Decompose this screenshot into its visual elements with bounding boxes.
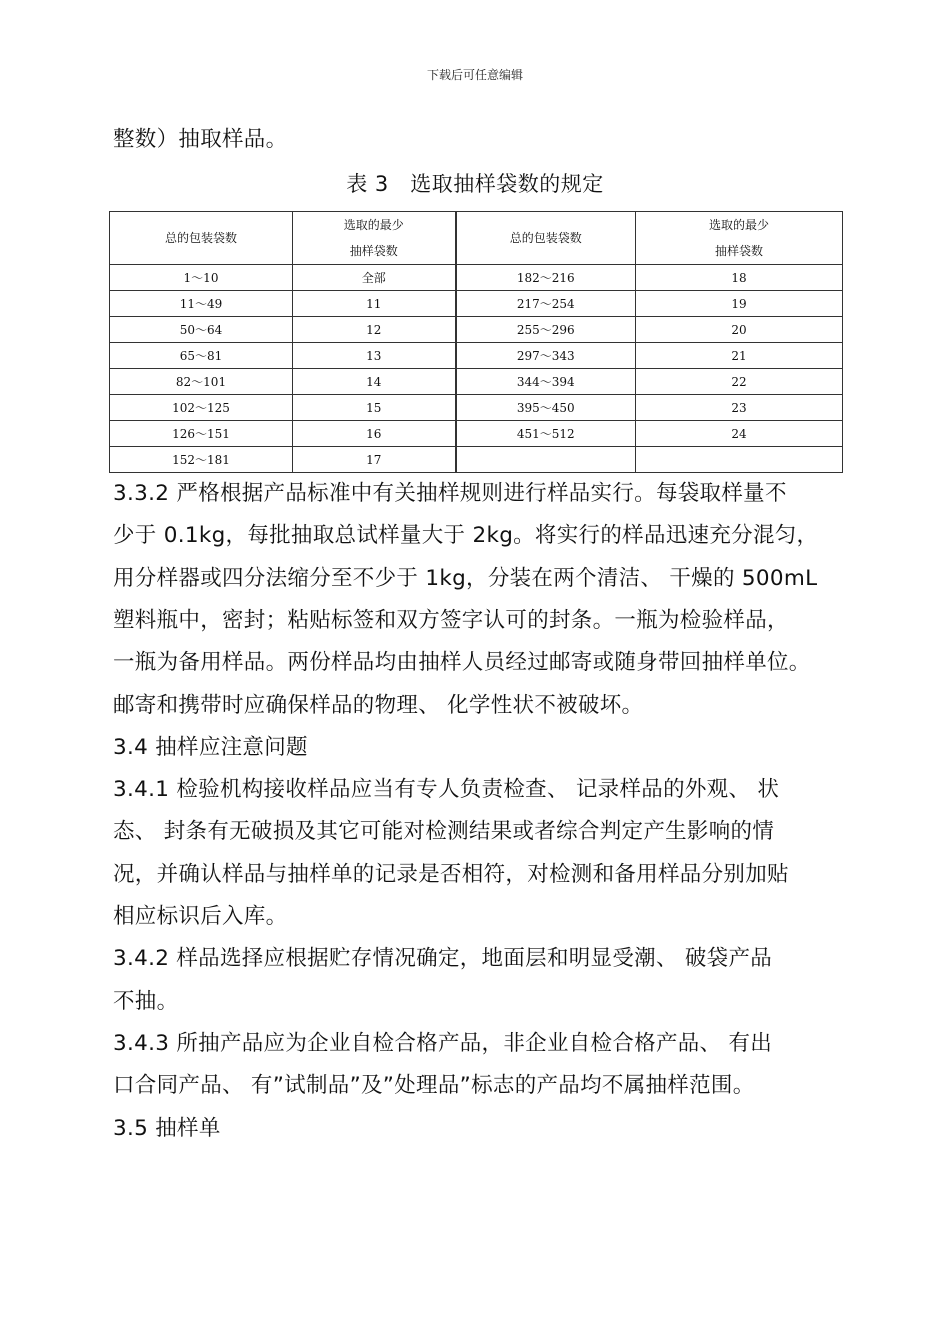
body-line: 3.5 抽样单 (113, 1115, 221, 1141)
body-line: 态、 封条有无破损及其它可能对检测结果或者综合判定产生影响的情 (113, 819, 775, 845)
table-cell: 12 (293, 317, 456, 343)
table-cell: 255～296 (456, 317, 636, 343)
table-cell: 182～216 (456, 265, 636, 291)
header-min-bags: 选取的最少 抽样袋数 (636, 212, 843, 265)
table-cell (456, 447, 636, 473)
table-cell: 217～254 (456, 291, 636, 317)
table-cell: 16 (293, 421, 456, 447)
body-line: 少于 0.1kg，每批抽取总试样量大于 2kg。将实行的样品迅速充分混匀， (113, 523, 819, 549)
table-caption: 表 3 选取抽样袋数的规定 (346, 172, 604, 196)
table-cell: 152～181 (110, 447, 293, 473)
table-row (110, 369, 843, 395)
body-line: 邮寄和携带时应确保样品的物理、 化学性状不被破坏。 (113, 692, 644, 718)
intro-line: 整数）抽取样品。 (113, 127, 288, 152)
table-cell: 23 (636, 395, 843, 421)
table-cell: 全部 (293, 265, 456, 291)
page-header: 下载后可任意编辑 (426, 68, 523, 82)
table-cell: 50～64 (110, 317, 293, 343)
table-row (110, 395, 843, 421)
body-line: 3.4.2 样品选择应根据贮存情况确定，地面层和明显受潮、 破袋产品 (113, 946, 773, 972)
body-line: 况，并确认样品与抽样单的记录是否相符，对检测和备用样品分别加贴 (113, 861, 789, 887)
body-line: 用分样器或四分法缩分至不少于 1kg，分装在两个清洁、 干燥的 500mL (113, 565, 818, 591)
table-header-row (110, 212, 843, 265)
body-line: 口合同产品、 有”试制品”及”处理品”标志的产品均不属抽样范围。 (113, 1073, 755, 1099)
header-total-bags: 总的包装袋数 (456, 212, 636, 265)
table-row (110, 343, 843, 369)
table-cell: 24 (636, 421, 843, 447)
table-cell: 20 (636, 317, 843, 343)
body-line: 3.4.1 检验机构接收样品应当有专人负责检查、 记录样品的外观、 状 (113, 777, 780, 803)
table-row (110, 291, 843, 317)
body-line: 3.3.2 严格根据产品标准中有关抽样规则进行样品实行。每袋取样量不 (113, 481, 787, 506)
header-total-bags: 总的包装袋数 (110, 212, 293, 265)
table-row (110, 421, 843, 447)
table-row (110, 317, 843, 343)
table-cell: 102～125 (110, 395, 293, 421)
table-cell (636, 447, 843, 473)
table-cell: 451～512 (456, 421, 636, 447)
table-cell: 1～10 (110, 265, 293, 291)
table-cell: 126～151 (110, 421, 293, 447)
body-line: 塑料瓶中，密封；粘贴标签和双方签字认可的封条。一瓶为检验样品， (113, 607, 789, 633)
body-line: 3.4.3 所抽产品应为企业自检合格产品，非企业自检合格产品、 有出 (113, 1030, 773, 1056)
table-cell: 344～394 (456, 369, 636, 395)
header-min-bags: 选取的最少 抽样袋数 (293, 212, 456, 265)
table-cell: 65～81 (110, 343, 293, 369)
body-line: 不抽。 (113, 988, 179, 1014)
table-cell: 11 (293, 291, 456, 317)
body-line: 一瓶为备用样品。两份样品均由抽样人员经过邮寄或随身带回抽样单位。 (113, 650, 811, 676)
table-cell: 11～49 (110, 291, 293, 317)
table-cell: 22 (636, 369, 843, 395)
table-cell: 14 (293, 369, 456, 395)
table-cell: 15 (293, 395, 456, 421)
table-cell: 17 (293, 447, 456, 473)
sampling-table (109, 211, 843, 473)
table-cell: 395～450 (456, 395, 636, 421)
table-row (110, 447, 843, 473)
table-cell: 297～343 (456, 343, 636, 369)
table-cell: 13 (293, 343, 456, 369)
table-row (110, 265, 843, 291)
body-line: 3.4 抽样应注意问题 (113, 734, 308, 760)
table-cell: 18 (636, 265, 843, 291)
body-line: 相应标识后入库。 (113, 904, 288, 929)
table-cell: 19 (636, 291, 843, 317)
table-cell: 82～101 (110, 369, 293, 395)
table-cell: 21 (636, 343, 843, 369)
